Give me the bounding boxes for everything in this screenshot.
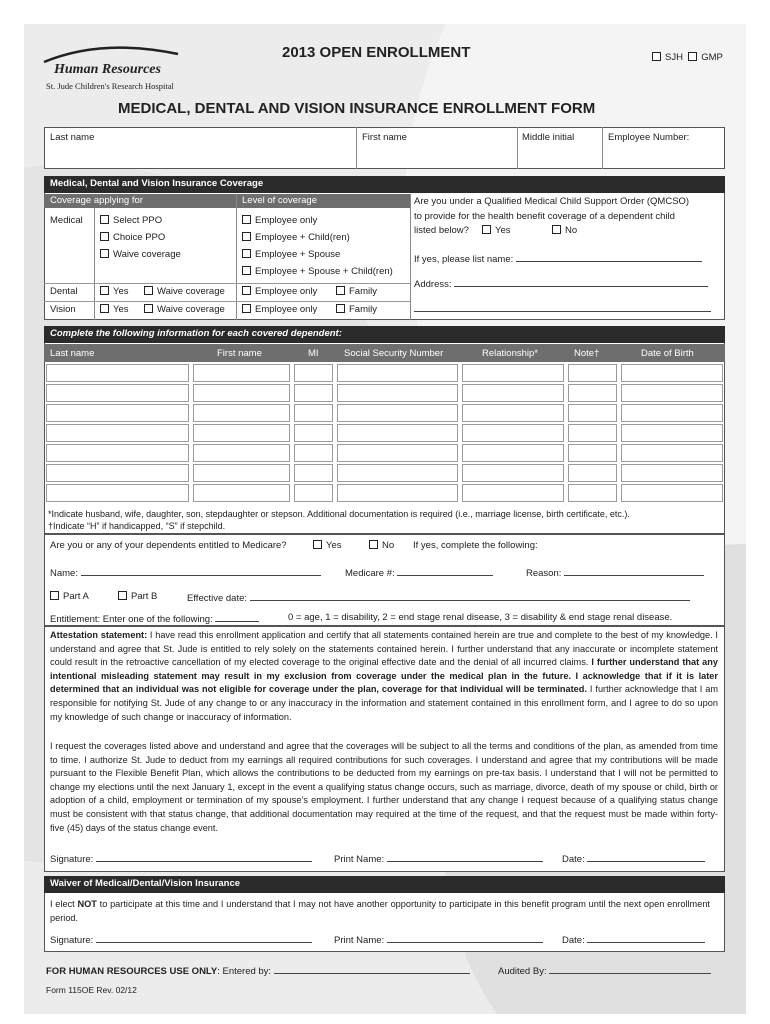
dependent-cell[interactable] — [46, 384, 189, 402]
level-of-coverage-header: Level of coverage — [242, 195, 317, 206]
employee-spouse-option[interactable]: Employee + Spouse — [242, 249, 340, 261]
dependent-cell[interactable] — [462, 464, 564, 482]
dependent-cell[interactable] — [193, 424, 290, 442]
vision-waive-option[interactable]: Waive coverage — [144, 304, 225, 316]
checkbox[interactable] — [144, 286, 153, 295]
attestation-print-name-field[interactable]: Print Name: — [334, 852, 543, 866]
dependent-cell[interactable] — [337, 424, 458, 442]
checkbox[interactable] — [242, 266, 251, 275]
dependent-cell[interactable] — [46, 444, 189, 462]
form-number: Form 115OE Rev. 02/12 — [46, 985, 137, 995]
vision-label: Vision — [50, 304, 76, 315]
entered-by-field[interactable] — [274, 964, 470, 974]
checkbox[interactable] — [100, 249, 109, 258]
checkbox[interactable] — [369, 540, 378, 549]
middle-initial-field[interactable]: Middle initial — [522, 132, 575, 143]
checkbox[interactable] — [242, 286, 251, 295]
hr-logo-arc-icon — [42, 44, 182, 64]
checkbox[interactable] — [242, 249, 251, 258]
dependent-cell[interactable] — [46, 484, 189, 502]
medicare-number-field[interactable]: Medicare #: — [345, 566, 493, 580]
form-title: MEDICAL, DENTAL AND VISION INSURANCE ENROLLMENT FORM — [118, 100, 596, 117]
dependent-cell[interactable] — [193, 384, 290, 402]
dependent-cell[interactable] — [568, 484, 617, 502]
dependent-cell[interactable] — [193, 464, 290, 482]
employee-only-option[interactable]: Employee only — [242, 215, 317, 227]
qmcso-no-option[interactable]: No — [552, 225, 577, 237]
note-footnote: †Indicate “H” if handicapped, “S” if stepchild. — [48, 521, 226, 531]
qmcso-yes-option[interactable]: Yes — [482, 225, 511, 237]
medical-waive-option[interactable]: Waive coverage — [100, 249, 181, 261]
dependent-cell[interactable] — [294, 404, 333, 422]
vision-employee-only-option[interactable]: Employee only — [242, 304, 317, 316]
audited-by-field[interactable]: Audited By: — [498, 964, 711, 978]
dependent-cell[interactable] — [462, 404, 564, 422]
checkbox[interactable] — [313, 540, 322, 549]
medical-label: Medical — [50, 215, 83, 226]
checkbox[interactable] — [118, 591, 127, 600]
dependent-cell[interactable] — [337, 484, 458, 502]
checkbox[interactable] — [242, 215, 251, 224]
checkbox[interactable] — [482, 225, 491, 234]
dependent-cell[interactable] — [46, 424, 189, 442]
checkbox[interactable] — [242, 304, 251, 313]
first-name-field[interactable]: First name — [362, 132, 407, 143]
dependent-cell[interactable] — [46, 464, 189, 482]
dep-col-dob: Date of Birth — [641, 348, 694, 359]
attestation-signature-field[interactable]: Signature: — [50, 852, 312, 866]
gmp-checkbox[interactable] — [688, 52, 697, 61]
waiver-print-name-field[interactable]: Print Name: — [334, 933, 543, 947]
dental-employee-only-option[interactable]: Employee only — [242, 286, 317, 298]
logo-sub-text: St. Jude Children's Research Hospital — [46, 81, 174, 91]
dep-col-last-name: Last name — [50, 348, 95, 359]
dependent-cell[interactable] — [568, 364, 617, 382]
dependent-cell[interactable] — [46, 364, 189, 382]
medicare-name-field[interactable]: Name: — [50, 566, 321, 580]
dependent-cell[interactable] — [568, 444, 617, 462]
dependent-cell[interactable] — [294, 384, 333, 402]
checkbox[interactable] — [144, 304, 153, 313]
medicare-reason-field[interactable]: Reason: — [526, 566, 704, 580]
checkbox[interactable] — [100, 232, 109, 241]
employee-children-option[interactable]: Employee + Child(ren) — [242, 232, 350, 244]
waiver-signature-field[interactable]: Signature: — [50, 933, 312, 947]
dep-col-ssn: Social Security Number — [344, 348, 444, 359]
dependent-cell[interactable] — [462, 364, 564, 382]
vision-family-option[interactable]: Family — [336, 304, 377, 316]
checkbox[interactable] — [336, 286, 345, 295]
dependent-cell[interactable] — [621, 484, 723, 502]
dental-waive-option[interactable]: Waive coverage — [144, 286, 225, 298]
choice-ppo-option[interactable]: Choice PPO — [100, 232, 165, 244]
dependent-cell[interactable] — [621, 404, 723, 422]
dependent-cell[interactable] — [337, 464, 458, 482]
qmcso-list-name-field[interactable]: If yes, please list name: — [414, 252, 702, 266]
dental-yes-option[interactable]: Yes — [100, 286, 129, 298]
coverage-section-title: Medical, Dental and Vision Insurance Coverage — [44, 176, 725, 193]
qmcso-question-line3: listed below? — [414, 225, 469, 236]
dependent-cell[interactable] — [568, 404, 617, 422]
dependent-cell[interactable] — [568, 384, 617, 402]
dependent-cell[interactable] — [462, 384, 564, 402]
employee-number-field[interactable]: Employee Number: — [608, 132, 690, 143]
form-page — [24, 24, 746, 1014]
dependent-cell[interactable] — [294, 364, 333, 382]
checkbox[interactable] — [100, 215, 109, 224]
dependent-cell[interactable] — [294, 424, 333, 442]
dependent-cell[interactable] — [294, 464, 333, 482]
checkbox[interactable] — [100, 286, 109, 295]
medicare-if-yes: If yes, complete the following: — [413, 540, 538, 551]
checkbox[interactable] — [50, 591, 59, 600]
relationship-footnote: *Indicate husband, wife, daughter, son, stepdaughter or stepson. Additional documentation is required (i.e., marriage license, birth certificate, etc.). — [48, 509, 630, 519]
sjh-checkbox[interactable] — [652, 52, 661, 61]
select-ppo-option[interactable]: Select PPO — [100, 215, 162, 227]
dependents-section-title: Complete the following information for each covered dependent: — [44, 326, 725, 343]
enrollment-title: 2013 OPEN ENROLLMENT — [282, 44, 471, 61]
vision-yes-option[interactable]: Yes — [100, 304, 129, 316]
qmcso-question-line2: to provide for the health benefit coverage of a dependent child — [414, 211, 675, 222]
medicare-question: Are you or any of your dependents entitled to Medicare? — [50, 540, 287, 551]
checkbox[interactable] — [242, 232, 251, 241]
attestation-paragraph-2: I request the coverages listed above and understand and agree that the coverages will be subject to all the terms and conditions of the plan, as amended from time to time. I authorize St. Jude to deduct from my earnings all required contributions for such coverages. I understand and agree that my contributions will be made pursuant to the Flexible Benefit Plan, which allows the contributions to be deducted from my earnings on pre-tax basis. I understand that I will not be permitted to change my elections until the next January 1, except in the event a qualifying status change occurs, such as marriage, divorce, death of my spouse or child, birth or adoption of a child, employment or termination of my spouse’s employment. I further understand that any change I request because of a qualifying status change must be consistent with that status change, that additional documentation may required at the time of the request, and that the request must be made within forty-five (45) days of the status change event. — [50, 741, 718, 833]
dependent-cell[interactable] — [337, 364, 458, 382]
dependent-cell[interactable] — [294, 444, 333, 462]
dental-label: Dental — [50, 286, 78, 297]
dependent-cell[interactable] — [568, 464, 617, 482]
dental-family-option[interactable]: Family — [336, 286, 377, 298]
dependent-cell[interactable] — [621, 444, 723, 462]
medicare-yes-option[interactable]: Yes — [313, 540, 342, 552]
dep-col-note: Note† — [574, 348, 600, 359]
dependent-cell[interactable] — [193, 404, 290, 422]
dependent-cell[interactable] — [337, 384, 458, 402]
waiver-text: I elect NOT to participate at this time and I understand that I may not have another opportunity to participate in this benefit program until the next open enrollment period. — [50, 899, 710, 923]
part-b-option[interactable]: Part B — [118, 591, 157, 603]
dependent-cell[interactable] — [462, 444, 564, 462]
dependent-cell[interactable] — [337, 444, 458, 462]
dependent-cell[interactable] — [621, 464, 723, 482]
hr-use-only: FOR HUMAN RESOURCES USE ONLY: Entered by: — [46, 964, 470, 978]
qmcso-address-line2[interactable] — [414, 302, 711, 316]
dependent-cell[interactable] — [46, 404, 189, 422]
dependent-cell[interactable] — [193, 444, 290, 462]
dependent-cell[interactable] — [568, 424, 617, 442]
dep-col-first-name: First name — [217, 348, 262, 359]
medicare-no-option[interactable]: No — [369, 540, 394, 552]
effective-date-field[interactable]: Effective date: — [187, 591, 690, 605]
location-options: SJH GMP — [652, 52, 723, 64]
dependent-cell[interactable] — [193, 484, 290, 502]
attestation-paragraph-1: Attestation statement: I have read this enrollment application and certify that all statements contained herein are true and complete to the best of my knowledge. I understand and agree that St. Jude is entitled to rely solely on the statements contained herein. I further understand that any inaccurate or incomplete statement could result in the retroactive cancellation of my elected coverage to the original effective date and the denial of all incurred claims. I further understand that any intentional misleading statement may result in my exclusion from coverage under the medical plan in the future. I acknowledge that if it is later determined that an individual was not eligible for coverage under the plan, coverage for that individual will be terminated. I further acknowledge that I am responsible for notifying St. Jude of any change to or any inaccuracy in the information and statement contained in this enrollment form, and I agree to do so upon my knowledge of such change or inaccuracy of information. — [50, 630, 718, 722]
checkbox[interactable] — [336, 304, 345, 313]
entitlement-codes: 0 = age, 1 = disability, 2 = end stage renal disease, 3 = disability & end stage renal disease. — [288, 612, 673, 623]
entitlement-field[interactable]: Entitlement: Enter one of the following: — [50, 612, 259, 626]
logo-main-text: Human Resources — [54, 62, 161, 77]
waiver-title: Waiver of Medical/Dental/Vision Insurance — [44, 876, 725, 893]
coverage-applying-header: Coverage applying for — [50, 195, 143, 206]
dependent-cell[interactable] — [294, 484, 333, 502]
dep-col-relationship: Relationship* — [482, 348, 538, 359]
dependent-cell[interactable] — [462, 424, 564, 442]
dep-col-mi: MI — [308, 348, 319, 359]
dependent-cell[interactable] — [193, 364, 290, 382]
employee-spouse-children-option[interactable]: Employee + Spouse + Child(ren) — [242, 266, 393, 278]
checkbox[interactable] — [552, 225, 561, 234]
dependent-cell[interactable] — [462, 484, 564, 502]
qmcso-address-field[interactable]: Address: — [414, 277, 708, 291]
attestation-date-field[interactable]: Date: — [562, 852, 705, 866]
dependent-cell[interactable] — [621, 384, 723, 402]
part-a-option[interactable]: Part A — [50, 591, 89, 603]
waiver-date-field[interactable]: Date: — [562, 933, 705, 947]
checkbox[interactable] — [100, 304, 109, 313]
qmcso-question-line1: Are you under a Qualified Medical Child Support Order (QMCSO) — [414, 196, 690, 207]
dependent-cell[interactable] — [337, 404, 458, 422]
dependent-cell[interactable] — [621, 364, 723, 382]
dependent-cell[interactable] — [621, 424, 723, 442]
last-name-field[interactable]: Last name — [50, 132, 95, 143]
